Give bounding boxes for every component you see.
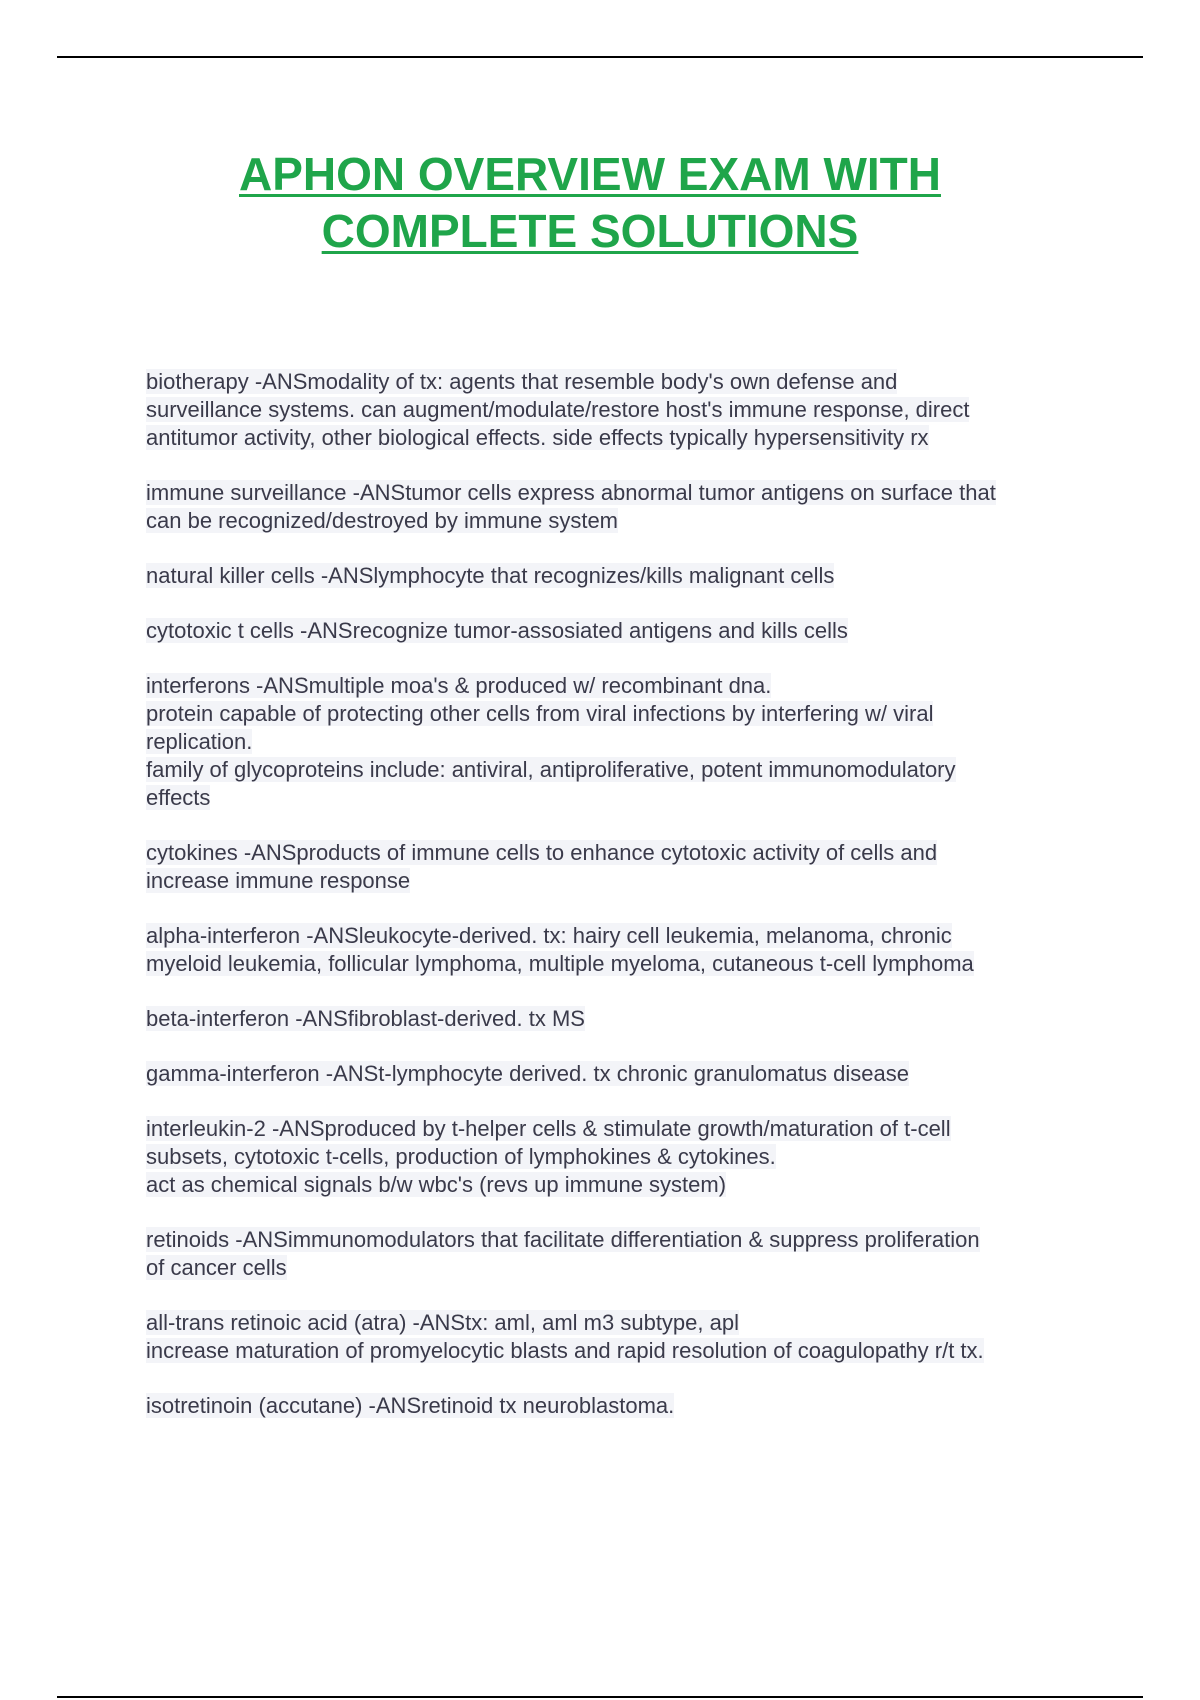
qa-item [146, 479, 1086, 535]
qa-list [146, 368, 1086, 1447]
qa-line [146, 1143, 1086, 1171]
qa-item [146, 1005, 1086, 1033]
qa-item [146, 1115, 1086, 1199]
qa-line [146, 867, 1086, 895]
qa-line-text: isotretinoin (accutane) -ANSretinoid tx neuroblastoma. [146, 1393, 675, 1418]
qa-item [146, 1226, 1086, 1282]
qa-line-text: increase maturation of promyelocytic blasts and rapid resolution of coagulopathy r/t tx. [146, 1338, 984, 1363]
qa-line [146, 922, 1086, 950]
qa-line [146, 396, 1086, 424]
qa-line-text: effects [146, 785, 211, 810]
qa-item [146, 1309, 1086, 1365]
qa-line-text: biotherapy -ANSmodality of tx: agents that resemble body's own defense and [146, 369, 898, 394]
qa-item [146, 672, 1086, 812]
qa-line [146, 1254, 1086, 1282]
qa-line [146, 1115, 1086, 1143]
qa-line [146, 1005, 1086, 1033]
qa-item [146, 617, 1086, 645]
qa-line-text: of cancer cells [146, 1255, 287, 1280]
qa-line [146, 617, 1086, 645]
qa-line-text: family of glycoproteins include: antiviral, antiproliferative, potent immunomodulatory [146, 757, 956, 782]
qa-line-text: immune surveillance -ANStumor cells express abnormal tumor antigens on surface that [146, 480, 996, 505]
qa-line [146, 1337, 1086, 1365]
qa-line-text: increase immune response [146, 868, 411, 893]
qa-line-text: can be recognized/destroyed by immune system [146, 508, 619, 533]
qa-line [146, 728, 1086, 756]
qa-item [146, 839, 1086, 895]
qa-line [146, 672, 1086, 700]
qa-line [146, 950, 1086, 978]
qa-line [146, 479, 1086, 507]
qa-item [146, 1060, 1086, 1088]
qa-item [146, 922, 1086, 978]
qa-line-text: protein capable of protecting other cells from viral infections by interfering w/ viral [146, 701, 934, 726]
qa-line-text: surveillance systems. can augment/modulate/restore host's immune response, direct [146, 397, 970, 422]
qa-line [146, 839, 1086, 867]
qa-line [146, 507, 1086, 535]
qa-line-text: natural killer cells -ANSlymphocyte that recognizes/kills malignant cells [146, 563, 835, 588]
qa-line [146, 1226, 1086, 1254]
qa-line-text: myeloid leukemia, follicular lymphoma, multiple myeloma, cutaneous t-cell lymphoma [146, 951, 974, 976]
qa-line-text: subsets, cytotoxic t-cells, production of lymphokines & cytokines. [146, 1144, 776, 1169]
qa-line [146, 368, 1086, 396]
qa-item [146, 562, 1086, 590]
qa-line [146, 1309, 1086, 1337]
page-title-line-1: APHON OVERVIEW EXAM WITH [239, 148, 941, 200]
qa-item [146, 368, 1086, 452]
qa-item [146, 1392, 1086, 1420]
page-title [140, 146, 1040, 260]
qa-line [146, 1171, 1086, 1199]
qa-line-text: replication. [146, 729, 253, 754]
qa-line-text: beta-interferon -ANSfibroblast-derived. tx MS [146, 1006, 585, 1031]
qa-line [146, 424, 1086, 452]
qa-line-text: retinoids -ANSimmunomodulators that facilitate differentiation & suppress proliferation [146, 1227, 980, 1252]
qa-line [146, 756, 1086, 784]
qa-line-text: gamma-interferon -ANSt-lymphocyte derived. tx chronic granulomatus disease [146, 1061, 909, 1086]
qa-line-text: interferons -ANSmultiple moa's & produced w/ recombinant dna. [146, 673, 772, 698]
page-title-line-2: COMPLETE SOLUTIONS [321, 205, 859, 257]
qa-line [146, 784, 1086, 812]
qa-line-text: antitumor activity, other biological effects. side effects typically hypersensitivity rx [146, 425, 929, 450]
qa-line [146, 700, 1086, 728]
qa-line-text: alpha-interferon -ANSleukocyte-derived. tx: hairy cell leukemia, melanoma, chronic [146, 923, 952, 948]
page-top-rule [57, 56, 1143, 58]
qa-line-text: all-trans retinoic acid (atra) -ANStx: aml, aml m3 subtype, apl [146, 1310, 739, 1335]
qa-line [146, 1392, 1086, 1420]
qa-line [146, 562, 1086, 590]
qa-line-text: interleukin-2 -ANSproduced by t-helper cells & stimulate growth/maturation of t-cell [146, 1116, 951, 1141]
page-bottom-rule [57, 1696, 1143, 1698]
qa-line-text: act as chemical signals b/w wbc's (revs up immune system) [146, 1172, 727, 1197]
qa-line-text: cytotoxic t cells -ANSrecognize tumor-assosiated antigens and kills cells [146, 618, 848, 643]
qa-line-text: cytokines -ANSproducts of immune cells to enhance cytotoxic activity of cells and [146, 840, 938, 865]
qa-line [146, 1060, 1086, 1088]
